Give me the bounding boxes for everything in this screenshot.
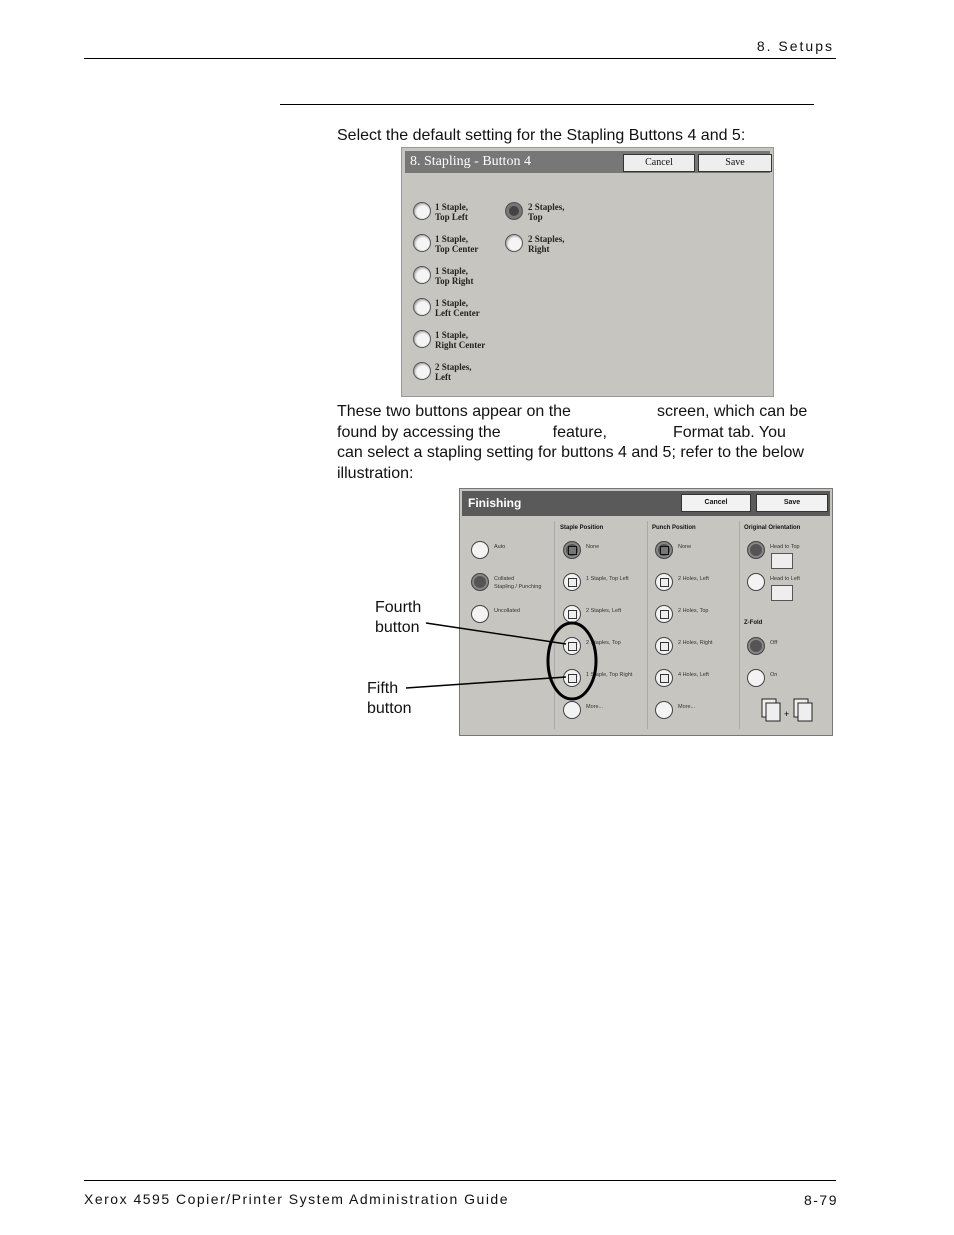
fifth-button-callout: Fifth button xyxy=(367,680,412,717)
orientation-label: Head to Left xyxy=(770,576,800,582)
punch-position-heading: Punch Position xyxy=(652,525,696,531)
cancel-button[interactable]: Cancel xyxy=(623,154,695,172)
punch-label: 2 Holes, Left xyxy=(678,576,709,582)
label-auto: Auto xyxy=(494,544,506,550)
screen-title: Finishing xyxy=(468,496,522,510)
option-label: 1 Staple, Top Center xyxy=(435,234,479,254)
fourth-button-callout: Fourth button xyxy=(375,599,422,636)
option-label: 1 Staple, Top Left xyxy=(435,202,469,222)
orientation-heading: Original Orientation xyxy=(744,525,801,531)
page-number: 8-79 xyxy=(803,1192,838,1208)
svg-text:+: + xyxy=(784,709,790,719)
description-paragraph: These two buttons appear on the screen, which can be found by accessing the feature, Format tab. You can select a stapling setting for buttons 4 and 5; refer to the below illustration: xyxy=(337,403,808,482)
fourth-leader-line xyxy=(426,623,566,644)
intro-text: Select the default setting for the Stapling Buttons 4 and 5: xyxy=(337,127,746,144)
punch-label: 4 Holes, Left xyxy=(678,672,709,678)
staple-label: More... xyxy=(586,704,604,710)
fifth-leader-line xyxy=(406,677,566,688)
punch-label: 2 Holes, Top xyxy=(678,608,709,614)
option-label: 2 Staples, Top xyxy=(528,202,565,222)
punch-label: None xyxy=(678,544,692,550)
orientation-label: Head to Top xyxy=(770,544,800,550)
staple-label: 1 Staple, Top Right xyxy=(586,672,633,678)
save-button[interactable]: Save xyxy=(756,494,828,512)
highlight-ellipse xyxy=(548,623,596,699)
zfold-label: Off xyxy=(770,640,778,646)
staple-position-heading: Staple Position xyxy=(560,525,604,531)
staple-label: None xyxy=(586,544,600,550)
zfold-heading: Z-Fold xyxy=(744,620,763,626)
footer-rule xyxy=(84,1180,836,1181)
screen-title: 8. Stapling - Button 4 xyxy=(410,154,531,169)
label-uncollated: Uncollated xyxy=(494,608,520,614)
footer-title: Xerox 4595 Copier/Printer System Administration Guide xyxy=(84,1191,509,1207)
section-header: 8. Setups xyxy=(756,38,834,54)
option-label: 1 Staple, Right Center xyxy=(435,330,486,350)
option-label: 2 Staples, Right xyxy=(528,234,565,254)
staple-label: 2 Staples, Top xyxy=(586,640,621,646)
option-label: 1 Staple, Top Right xyxy=(435,266,474,286)
punch-label: More... xyxy=(678,704,696,710)
cancel-button[interactable]: Cancel xyxy=(681,494,751,512)
save-button[interactable]: Save xyxy=(698,154,772,172)
zfold-label: On xyxy=(770,672,778,678)
option-label: 1 Staple, Left Center xyxy=(435,298,480,318)
punch-label: 2 Holes, Right xyxy=(678,640,713,646)
staple-label: 1 Staple, Top Left xyxy=(586,576,629,582)
staple-label: 2 Staples, Left xyxy=(586,608,622,614)
label-collated: Collated Stapling / Punching xyxy=(494,576,542,590)
option-label: 2 Staples, Left xyxy=(435,362,472,382)
